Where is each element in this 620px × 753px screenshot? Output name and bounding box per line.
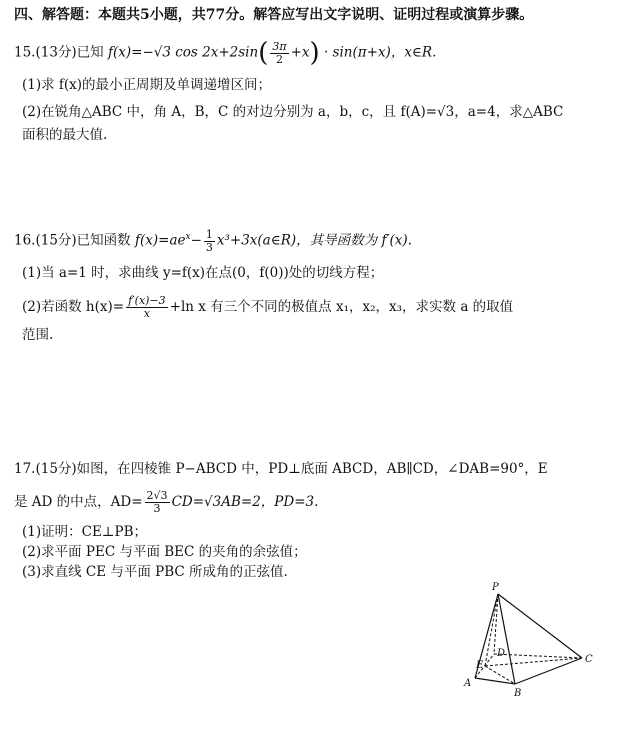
pyramid-figure <box>440 578 610 698</box>
q17-part2: (2)求平面 PEC 与平面 BEC 的夹角的余弦值； <box>22 544 307 560</box>
q15-formula-b: +x <box>290 44 310 61</box>
label-C: C <box>585 654 593 665</box>
q15-fraction <box>270 41 288 66</box>
q15-head: 15.(13分)已知 <box>14 44 104 61</box>
q15-right-paren: ) <box>309 38 320 68</box>
q15-part1: (1)求 f(x)的最小正周期及单调递增区间； <box>22 77 272 93</box>
edge-BC <box>515 658 582 684</box>
q16-part1: (1)当 a=1 时，求曲线 y=f(x)在点(0，f(0))处的切线方程； <box>22 265 384 281</box>
q17-line2-pre: 是 AD 的中点，AD= <box>14 494 143 510</box>
q16-part2-post: +ln x 有三个不同的极值点 x₁，x₂，x₃，求实数 a 的取值 <box>169 299 514 315</box>
q15-part2-line1: (2)在锐角△ABC 中，角 A，B，C 的对边分别为 a，b，c，且 f(A)=√3，a=4，求△ABC <box>22 104 564 120</box>
q16-formula-c: x³+3x(a∈R)，其导函数为 f′(x). <box>216 232 412 249</box>
q17-frac-num: 2√3 <box>146 489 168 502</box>
q16-exp-sup: x <box>185 232 191 242</box>
q16-statement <box>14 228 412 254</box>
q16-frac1-num: 1 <box>205 227 213 241</box>
q15-formula-a: f(x)=−√3 cos 2x+2sin <box>107 44 259 61</box>
edge-AB <box>475 678 515 684</box>
label-P: P <box>492 582 499 593</box>
edge-EC <box>485 658 582 666</box>
edge-DC <box>494 654 582 658</box>
label-A: A <box>464 678 472 689</box>
q16-frac1-den: 3 <box>205 240 213 254</box>
q15-part2-line2: 面积的最大值. <box>22 127 108 143</box>
label-D: D <box>497 648 506 659</box>
q16-frac2-num: f′(x)−3 <box>128 294 166 307</box>
q17-part3: (3)求直线 CE 与平面 PBC 所成角的正弦值. <box>22 564 288 580</box>
q15-frac-num: 3π <box>272 39 287 53</box>
q15-frac-den: 2 <box>275 52 283 66</box>
q17-line2-post: CD=√3AB=2，PD=3. <box>171 494 319 510</box>
q16-part2-pre: (2)若函数 h(x)= <box>22 299 125 315</box>
q16-formula-a: f(x)=ae <box>134 232 186 249</box>
q17-statement-line2 <box>14 490 318 515</box>
q17-part1: (1)证明：CE⊥PB； <box>22 524 148 540</box>
q15-formula-c: · sin(π+x)，x∈R. <box>323 44 437 61</box>
q16-head: 16.(15分)已知函数 <box>14 232 131 249</box>
q15-statement <box>14 40 436 66</box>
label-E: E <box>476 660 484 671</box>
label-B: B <box>514 688 522 698</box>
q17-frac-den: 3 <box>153 502 161 515</box>
q16-part2-line2: 范围. <box>22 327 54 343</box>
edge-PB <box>498 594 515 684</box>
q17-fraction <box>145 490 170 515</box>
q16-fraction1 <box>204 229 215 254</box>
edge-PC <box>498 594 582 658</box>
section-title: 四、解答题：本题共5小题，共77分。解答应写出文字说明、证明过程或演算步骤。 <box>14 7 534 23</box>
q16-fraction2 <box>126 295 168 320</box>
q16-part2-line1 <box>22 295 513 320</box>
q17-statement-line1: 17.(15分)如图，在四棱锥 P−ABCD 中，PD⊥底面 ABCD，AB∥CD，∠DAB=90°，E <box>14 461 548 477</box>
q16-frac2-den: x <box>143 307 150 320</box>
q16-minus: − <box>190 232 202 249</box>
q15-left-paren: ( <box>258 38 269 68</box>
